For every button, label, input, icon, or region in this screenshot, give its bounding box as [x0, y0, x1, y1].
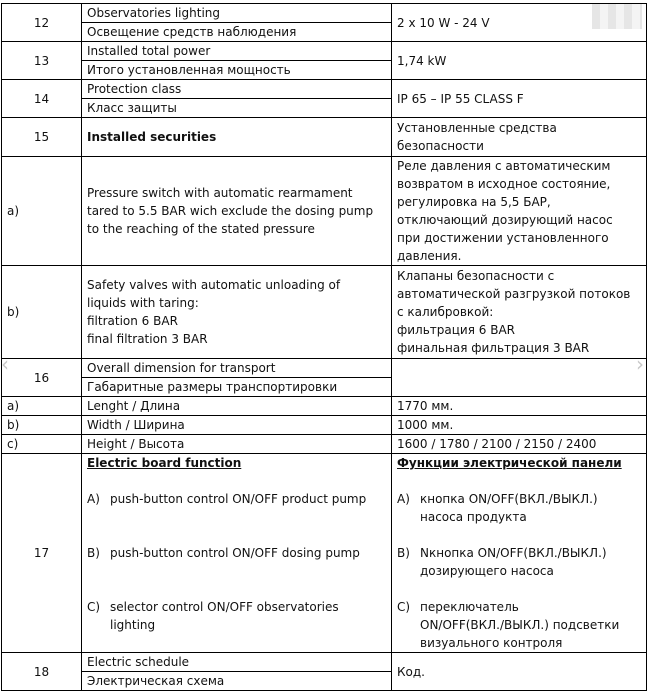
- value-cell: 1770 мм.: [392, 397, 647, 416]
- row-number: 17: [2, 454, 82, 653]
- table-row-b: [2, 266, 647, 359]
- list-marker: B): [397, 546, 410, 560]
- list-item: [87, 544, 386, 562]
- text-line: отключающий дозирующий насос: [397, 213, 613, 227]
- text-line: final filtration 3 BAR: [87, 332, 208, 346]
- text-line: фильтрация 6 BAR: [397, 323, 515, 337]
- value-cell: [392, 118, 647, 157]
- param-ru: Класс защиты: [82, 98, 391, 117]
- param-ru: Освещение средств наблюдения: [82, 22, 391, 41]
- row-number: 16: [2, 359, 82, 397]
- param-en: Installed total power: [87, 44, 211, 58]
- value-cell: 1000 мм.: [392, 416, 647, 435]
- list-item: [397, 490, 641, 526]
- param-cell: [82, 454, 392, 653]
- param-en: Overall dimension for transport: [87, 361, 276, 375]
- param-en: Observatories lighting: [87, 6, 221, 20]
- list-text: lighting: [110, 618, 156, 632]
- section-title: Installed securities: [82, 118, 392, 157]
- table-row-width: [2, 416, 647, 435]
- row-number: a): [2, 397, 82, 416]
- param-cell: [82, 80, 392, 118]
- row-number: 14: [2, 80, 82, 118]
- param-en: Electric schedule: [87, 655, 190, 669]
- row-number: b): [2, 266, 82, 359]
- param-ru: Электрическая схема: [82, 671, 391, 690]
- text-line: давления.: [397, 249, 462, 263]
- param-cell: [82, 653, 392, 691]
- list-item: [397, 598, 641, 652]
- value-cell: Код.: [392, 653, 647, 691]
- row-number: 12: [2, 4, 82, 42]
- text-line: Pressure switch with automatic rearmament: [87, 186, 353, 200]
- param-cell: [82, 157, 392, 266]
- value-cell: [392, 157, 647, 266]
- row-number: 18: [2, 653, 82, 691]
- param-cell: [82, 266, 392, 359]
- value-cell: 1600 / 1780 / 2100 / 2150 / 2400: [392, 435, 647, 454]
- table-row-14: [2, 80, 647, 118]
- list-marker: B): [87, 546, 100, 560]
- row-number: b): [2, 416, 82, 435]
- list-text: selector control ON/OFF observatories: [110, 600, 339, 614]
- row-number: c): [2, 435, 82, 454]
- text-line: безопасности: [397, 139, 484, 153]
- list-marker: A): [87, 492, 100, 506]
- text-line: Установленные средства: [397, 121, 557, 135]
- table-row-a: [2, 157, 647, 266]
- list-text: насоса продукта: [420, 510, 527, 524]
- list-marker: A): [397, 492, 410, 506]
- table-row-16: [2, 359, 647, 397]
- value-cell: [392, 359, 647, 397]
- list-text: визуального контроля: [420, 636, 563, 650]
- param-cell: [82, 359, 392, 397]
- list-text: дозирующего насоса: [420, 564, 554, 578]
- value-cell: 1,74 kW: [392, 42, 647, 80]
- param-cell: Height / Высота: [82, 435, 392, 454]
- list-text: переключатель: [420, 600, 519, 614]
- row-number: 13: [2, 42, 82, 80]
- text-line: финальная фильтрация 3 BAR: [397, 341, 590, 355]
- param-cell: [82, 42, 392, 80]
- section-title: Функции электрической панели: [397, 456, 622, 470]
- value-cell: [392, 454, 647, 653]
- text-line: Реле давления с автоматическим: [397, 159, 611, 173]
- row-number: 15: [2, 118, 82, 157]
- text-line: tared to 5.5 BAR wich exclude the dosing pump: [87, 204, 374, 218]
- list-marker: C): [397, 600, 411, 614]
- chevron-left-icon[interactable]: ‹: [1, 352, 9, 376]
- value-cell: [392, 266, 647, 359]
- text-line: регулировка на 5,5 БАР,: [397, 195, 551, 209]
- param-ru: Итого установленная мощность: [82, 60, 391, 79]
- text-line: Safety valves with automatic unloading of: [87, 278, 341, 292]
- list-item: [87, 598, 386, 634]
- table-row-13: [2, 42, 647, 80]
- section-title: Electric board function: [87, 456, 242, 470]
- text-line: возвратом в исходное состояние,: [397, 177, 611, 191]
- list-text: push-button control ON/OFF dosing pump: [110, 546, 360, 560]
- list-text: кнопка ON/OFF(ВКЛ./ВЫКЛ.): [420, 492, 598, 506]
- param-en: Protection class: [87, 82, 182, 96]
- value-cell: IP 65 – IP 55 CLASS F: [392, 80, 647, 118]
- list-marker: C): [87, 600, 101, 614]
- table-row-length: [2, 397, 647, 416]
- param-cell: [82, 4, 392, 42]
- table-row-12: [2, 4, 647, 42]
- table-row-height: [2, 435, 647, 454]
- text-line: автоматической разгрузкой потоков: [397, 287, 631, 301]
- text-line: при достижении установленного: [397, 231, 609, 245]
- param-cell: Width / Ширина: [82, 416, 392, 435]
- list-text: Nкнопка ON/OFF(ВКЛ./ВЫКЛ.): [420, 546, 607, 560]
- table-row-17: [2, 454, 647, 653]
- table-row-18: [2, 653, 647, 691]
- text-line: Клапаны безопасности с: [397, 269, 555, 283]
- value-cell: 2 x 10 W - 24 V: [392, 4, 647, 42]
- chevron-right-icon[interactable]: ›: [636, 352, 644, 376]
- list-item: [87, 490, 386, 508]
- text-line: to the reaching of the stated pressure: [87, 222, 315, 236]
- text-line: с калибровкой:: [397, 305, 494, 319]
- list-item: [397, 544, 641, 580]
- param-cell: Lenght / Длина: [82, 397, 392, 416]
- spec-table: [1, 3, 647, 691]
- param-ru: Габаритные размеры транспортировки: [82, 377, 391, 396]
- text-line: liquids with taring:: [87, 296, 199, 310]
- row-number: a): [2, 157, 82, 266]
- list-text: ON/OFF(ВКЛ./ВЫКЛ.) подсветки: [420, 618, 620, 632]
- text-line: filtration 6 BAR: [87, 314, 178, 328]
- list-text: push-button control ON/OFF product pump: [110, 492, 367, 506]
- table-row-15: [2, 118, 647, 157]
